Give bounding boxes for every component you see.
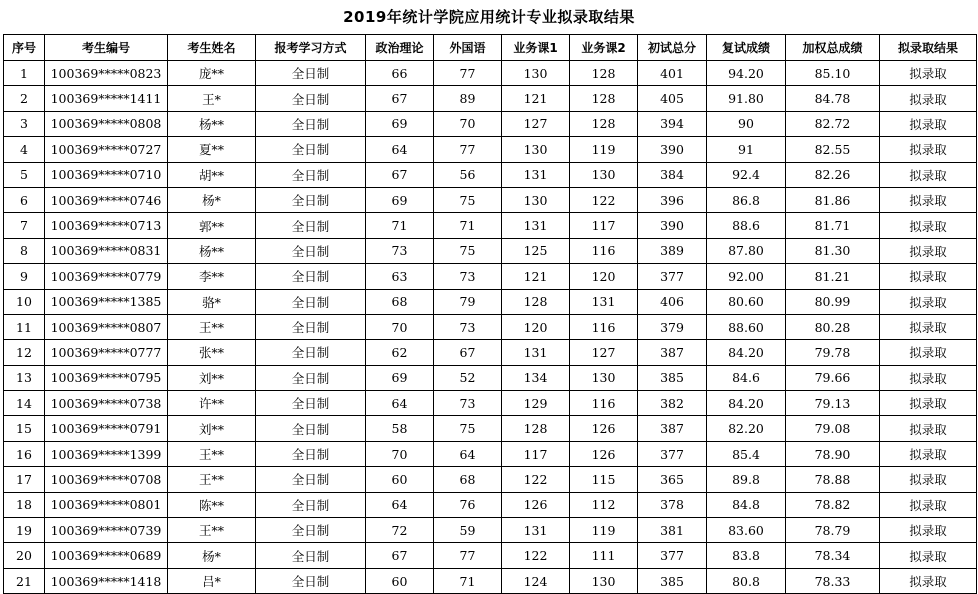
cell-admission-result: 拟录取 [880,568,977,593]
cell-subject-1: 126 [502,492,570,517]
cell-subject-2: 127 [570,340,638,365]
cell-subject-2: 122 [570,187,638,212]
cell-politics: 71 [366,213,434,238]
cell-politics: 67 [366,86,434,111]
table-row [4,111,977,136]
cell-index: 2 [4,86,45,111]
cell-subject-1: 122 [502,543,570,568]
cell-foreign-language: 73 [434,264,502,289]
cell-retest-score: 94.20 [707,61,786,86]
cell-weighted-total: 85.10 [786,61,880,86]
cell-index: 5 [4,162,45,187]
cell-admission-result: 拟录取 [880,289,977,314]
cell-prelim-total: 382 [638,391,707,416]
cell-index: 14 [4,391,45,416]
cell-foreign-language: 71 [434,213,502,238]
cell-admission-result: 拟录取 [880,162,977,187]
cell-index: 21 [4,568,45,593]
cell-prelim-total: 381 [638,518,707,543]
table-row [4,314,977,339]
cell-index: 7 [4,213,45,238]
cell-candidate-name: 郭** [168,213,256,238]
cell-admission-result: 拟录取 [880,137,977,162]
cell-admission-result: 拟录取 [880,238,977,263]
cell-candidate-id: 100369*****0791 [45,416,168,441]
cell-admission-result: 拟录取 [880,340,977,365]
cell-index: 20 [4,543,45,568]
cell-weighted-total: 81.71 [786,213,880,238]
header-candidate-id: 考生编号 [45,35,168,61]
cell-politics: 73 [366,238,434,263]
cell-foreign-language: 70 [434,111,502,136]
cell-admission-result: 拟录取 [880,518,977,543]
header-index: 序号 [4,35,45,61]
cell-politics: 70 [366,441,434,466]
cell-subject-2: 128 [570,61,638,86]
table-row [4,213,977,238]
cell-weighted-total: 78.88 [786,467,880,492]
cell-retest-score: 90 [707,111,786,136]
cell-politics: 62 [366,340,434,365]
cell-subject-2: 128 [570,111,638,136]
cell-study-mode: 全日制 [256,467,366,492]
cell-candidate-name: 夏** [168,137,256,162]
cell-candidate-id: 100369*****0777 [45,340,168,365]
cell-politics: 68 [366,289,434,314]
header-admission-result: 拟录取结果 [880,35,977,61]
cell-politics: 67 [366,543,434,568]
cell-prelim-total: 390 [638,137,707,162]
cell-foreign-language: 73 [434,391,502,416]
cell-weighted-total: 80.28 [786,314,880,339]
cell-prelim-total: 379 [638,314,707,339]
cell-foreign-language: 89 [434,86,502,111]
cell-foreign-language: 77 [434,137,502,162]
cell-subject-2: 115 [570,467,638,492]
cell-candidate-id: 100369*****0708 [45,467,168,492]
cell-study-mode: 全日制 [256,61,366,86]
cell-prelim-total: 377 [638,543,707,568]
table-body [4,61,977,594]
cell-subject-2: 128 [570,86,638,111]
cell-index: 11 [4,314,45,339]
table-header-row [4,35,977,61]
cell-weighted-total: 78.33 [786,568,880,593]
cell-foreign-language: 73 [434,314,502,339]
header-weighted-total: 加权总成绩 [786,35,880,61]
cell-politics: 69 [366,187,434,212]
cell-weighted-total: 79.66 [786,365,880,390]
cell-study-mode: 全日制 [256,391,366,416]
cell-politics: 64 [366,137,434,162]
cell-retest-score: 84.6 [707,365,786,390]
table-row [4,238,977,263]
table-row [4,467,977,492]
cell-study-mode: 全日制 [256,543,366,568]
cell-politics: 69 [366,111,434,136]
cell-politics: 72 [366,518,434,543]
cell-subject-2: 116 [570,314,638,339]
cell-subject-1: 128 [502,289,570,314]
cell-retest-score: 87.80 [707,238,786,263]
cell-candidate-id: 100369*****0738 [45,391,168,416]
cell-retest-score: 84.20 [707,340,786,365]
cell-admission-result: 拟录取 [880,391,977,416]
cell-subject-1: 122 [502,467,570,492]
cell-candidate-name: 李** [168,264,256,289]
cell-weighted-total: 80.99 [786,289,880,314]
cell-weighted-total: 81.30 [786,238,880,263]
cell-weighted-total: 78.34 [786,543,880,568]
cell-weighted-total: 82.26 [786,162,880,187]
cell-weighted-total: 82.72 [786,111,880,136]
cell-retest-score: 86.8 [707,187,786,212]
cell-study-mode: 全日制 [256,238,366,263]
cell-study-mode: 全日制 [256,264,366,289]
cell-weighted-total: 79.08 [786,416,880,441]
cell-subject-1: 130 [502,137,570,162]
cell-foreign-language: 52 [434,365,502,390]
cell-candidate-id: 100369*****0823 [45,61,168,86]
cell-prelim-total: 394 [638,111,707,136]
cell-subject-1: 120 [502,314,570,339]
cell-index: 16 [4,441,45,466]
cell-study-mode: 全日制 [256,213,366,238]
cell-prelim-total: 389 [638,238,707,263]
cell-prelim-total: 384 [638,162,707,187]
cell-retest-score: 89.8 [707,467,786,492]
cell-subject-1: 130 [502,61,570,86]
cell-index: 9 [4,264,45,289]
cell-candidate-name: 刘** [168,365,256,390]
table-row [4,137,977,162]
cell-foreign-language: 77 [434,61,502,86]
cell-candidate-id: 100369*****0710 [45,162,168,187]
cell-subject-1: 131 [502,162,570,187]
cell-candidate-id: 100369*****1418 [45,568,168,593]
cell-subject-2: 131 [570,289,638,314]
cell-index: 6 [4,187,45,212]
cell-subject-1: 121 [502,86,570,111]
cell-retest-score: 88.60 [707,314,786,339]
admission-results-table [3,34,977,594]
cell-candidate-name: 胡** [168,162,256,187]
table-row [4,441,977,466]
cell-candidate-name: 杨* [168,543,256,568]
cell-politics: 58 [366,416,434,441]
cell-politics: 67 [366,162,434,187]
cell-index: 13 [4,365,45,390]
table-row [4,61,977,86]
cell-retest-score: 84.8 [707,492,786,517]
cell-foreign-language: 75 [434,238,502,263]
cell-candidate-name: 王** [168,441,256,466]
cell-weighted-total: 82.55 [786,137,880,162]
cell-weighted-total: 78.90 [786,441,880,466]
cell-foreign-language: 56 [434,162,502,187]
cell-study-mode: 全日制 [256,289,366,314]
cell-foreign-language: 71 [434,568,502,593]
cell-subject-1: 131 [502,213,570,238]
cell-admission-result: 拟录取 [880,187,977,212]
table-row [4,568,977,593]
cell-foreign-language: 68 [434,467,502,492]
cell-candidate-id: 100369*****1411 [45,86,168,111]
cell-index: 8 [4,238,45,263]
cell-subject-2: 111 [570,543,638,568]
cell-prelim-total: 401 [638,61,707,86]
cell-foreign-language: 76 [434,492,502,517]
cell-prelim-total: 396 [638,187,707,212]
cell-candidate-id: 100369*****0801 [45,492,168,517]
cell-weighted-total: 81.86 [786,187,880,212]
cell-study-mode: 全日制 [256,137,366,162]
cell-candidate-name: 王** [168,467,256,492]
cell-subject-2: 119 [570,518,638,543]
cell-study-mode: 全日制 [256,416,366,441]
cell-subject-2: 130 [570,365,638,390]
cell-subject-2: 130 [570,568,638,593]
header-politics: 政治理论 [366,35,434,61]
cell-retest-score: 92.4 [707,162,786,187]
header-foreign-language: 外国语 [434,35,502,61]
cell-subject-2: 130 [570,162,638,187]
cell-politics: 64 [366,391,434,416]
cell-subject-1: 134 [502,365,570,390]
cell-subject-2: 119 [570,137,638,162]
cell-admission-result: 拟录取 [880,264,977,289]
cell-foreign-language: 79 [434,289,502,314]
cell-subject-1: 130 [502,187,570,212]
cell-admission-result: 拟录取 [880,213,977,238]
cell-subject-2: 116 [570,391,638,416]
cell-politics: 60 [366,467,434,492]
cell-retest-score: 85.4 [707,441,786,466]
cell-study-mode: 全日制 [256,568,366,593]
cell-admission-result: 拟录取 [880,61,977,86]
cell-admission-result: 拟录取 [880,365,977,390]
cell-candidate-name: 庞** [168,61,256,86]
cell-index: 10 [4,289,45,314]
cell-retest-score: 92.00 [707,264,786,289]
cell-candidate-id: 100369*****0795 [45,365,168,390]
cell-candidate-id: 100369*****1385 [45,289,168,314]
cell-candidate-name: 陈** [168,492,256,517]
table-row [4,162,977,187]
cell-prelim-total: 406 [638,289,707,314]
cell-study-mode: 全日制 [256,340,366,365]
cell-retest-score: 83.60 [707,518,786,543]
table-row [4,518,977,543]
cell-candidate-id: 100369*****0689 [45,543,168,568]
cell-candidate-id: 100369*****0739 [45,518,168,543]
cell-retest-score: 80.8 [707,568,786,593]
cell-candidate-name: 王* [168,86,256,111]
cell-weighted-total: 78.79 [786,518,880,543]
cell-politics: 60 [366,568,434,593]
cell-politics: 63 [366,264,434,289]
cell-study-mode: 全日制 [256,86,366,111]
cell-politics: 66 [366,61,434,86]
cell-admission-result: 拟录取 [880,441,977,466]
table-row [4,416,977,441]
table-row [4,340,977,365]
cell-candidate-id: 100369*****0779 [45,264,168,289]
cell-subject-1: 131 [502,518,570,543]
header-subject-2: 业务课2 [570,35,638,61]
cell-candidate-name: 杨* [168,187,256,212]
table-row [4,391,977,416]
cell-admission-result: 拟录取 [880,111,977,136]
cell-subject-2: 126 [570,441,638,466]
cell-study-mode: 全日制 [256,111,366,136]
cell-prelim-total: 385 [638,365,707,390]
cell-prelim-total: 365 [638,467,707,492]
cell-admission-result: 拟录取 [880,86,977,111]
table-row [4,289,977,314]
cell-prelim-total: 377 [638,264,707,289]
cell-candidate-name: 王** [168,314,256,339]
header-candidate-name: 考生姓名 [168,35,256,61]
cell-index: 17 [4,467,45,492]
cell-subject-1: 131 [502,340,570,365]
cell-weighted-total: 79.13 [786,391,880,416]
cell-prelim-total: 387 [638,340,707,365]
cell-retest-score: 80.60 [707,289,786,314]
cell-retest-score: 88.6 [707,213,786,238]
cell-foreign-language: 75 [434,187,502,212]
header-subject-1: 业务课1 [502,35,570,61]
cell-subject-2: 112 [570,492,638,517]
cell-politics: 64 [366,492,434,517]
cell-candidate-id: 100369*****1399 [45,441,168,466]
cell-prelim-total: 390 [638,213,707,238]
cell-candidate-id: 100369*****0831 [45,238,168,263]
cell-candidate-name: 王** [168,518,256,543]
cell-study-mode: 全日制 [256,518,366,543]
cell-admission-result: 拟录取 [880,492,977,517]
cell-prelim-total: 387 [638,416,707,441]
cell-index: 19 [4,518,45,543]
cell-weighted-total: 81.21 [786,264,880,289]
cell-foreign-language: 77 [434,543,502,568]
cell-subject-1: 129 [502,391,570,416]
header-study-mode: 报考学习方式 [256,35,366,61]
cell-admission-result: 拟录取 [880,416,977,441]
cell-study-mode: 全日制 [256,314,366,339]
cell-candidate-name: 刘** [168,416,256,441]
cell-candidate-name: 杨** [168,238,256,263]
cell-index: 4 [4,137,45,162]
header-prelim-total: 初试总分 [638,35,707,61]
cell-index: 12 [4,340,45,365]
cell-study-mode: 全日制 [256,441,366,466]
cell-candidate-id: 100369*****0808 [45,111,168,136]
cell-foreign-language: 64 [434,441,502,466]
document-title: 2019年统计学院应用统计专业拟录取结果 [343,8,635,26]
cell-candidate-id: 100369*****0746 [45,187,168,212]
cell-subject-2: 126 [570,416,638,441]
cell-subject-1: 127 [502,111,570,136]
cell-index: 3 [4,111,45,136]
cell-weighted-total: 84.78 [786,86,880,111]
cell-candidate-id: 100369*****0727 [45,137,168,162]
cell-candidate-id: 100369*****0807 [45,314,168,339]
cell-prelim-total: 377 [638,441,707,466]
cell-retest-score: 91.80 [707,86,786,111]
table-row [4,365,977,390]
header-retest-score: 复试成绩 [707,35,786,61]
cell-candidate-name: 许** [168,391,256,416]
cell-politics: 69 [366,365,434,390]
cell-study-mode: 全日制 [256,365,366,390]
cell-subject-1: 125 [502,238,570,263]
cell-study-mode: 全日制 [256,162,366,187]
cell-foreign-language: 67 [434,340,502,365]
cell-index: 18 [4,492,45,517]
cell-admission-result: 拟录取 [880,543,977,568]
table-row [4,86,977,111]
table-row [4,264,977,289]
cell-candidate-name: 张** [168,340,256,365]
cell-study-mode: 全日制 [256,187,366,212]
cell-retest-score: 84.20 [707,391,786,416]
table-row [4,187,977,212]
cell-subject-2: 120 [570,264,638,289]
cell-weighted-total: 78.82 [786,492,880,517]
cell-index: 15 [4,416,45,441]
cell-subject-2: 117 [570,213,638,238]
table-row [4,492,977,517]
cell-study-mode: 全日制 [256,492,366,517]
cell-prelim-total: 405 [638,86,707,111]
cell-subject-1: 117 [502,441,570,466]
cell-retest-score: 82.20 [707,416,786,441]
cell-subject-1: 121 [502,264,570,289]
cell-candidate-name: 杨** [168,111,256,136]
cell-candidate-name: 吕* [168,568,256,593]
cell-prelim-total: 378 [638,492,707,517]
cell-index: 1 [4,61,45,86]
cell-candidate-id: 100369*****0713 [45,213,168,238]
cell-foreign-language: 75 [434,416,502,441]
cell-retest-score: 83.8 [707,543,786,568]
table-row [4,543,977,568]
cell-weighted-total: 79.78 [786,340,880,365]
cell-retest-score: 91 [707,137,786,162]
cell-subject-2: 116 [570,238,638,263]
cell-subject-1: 124 [502,568,570,593]
cell-politics: 70 [366,314,434,339]
cell-foreign-language: 59 [434,518,502,543]
cell-admission-result: 拟录取 [880,467,977,492]
cell-prelim-total: 385 [638,568,707,593]
cell-admission-result: 拟录取 [880,314,977,339]
cell-subject-1: 128 [502,416,570,441]
cell-candidate-name: 骆* [168,289,256,314]
